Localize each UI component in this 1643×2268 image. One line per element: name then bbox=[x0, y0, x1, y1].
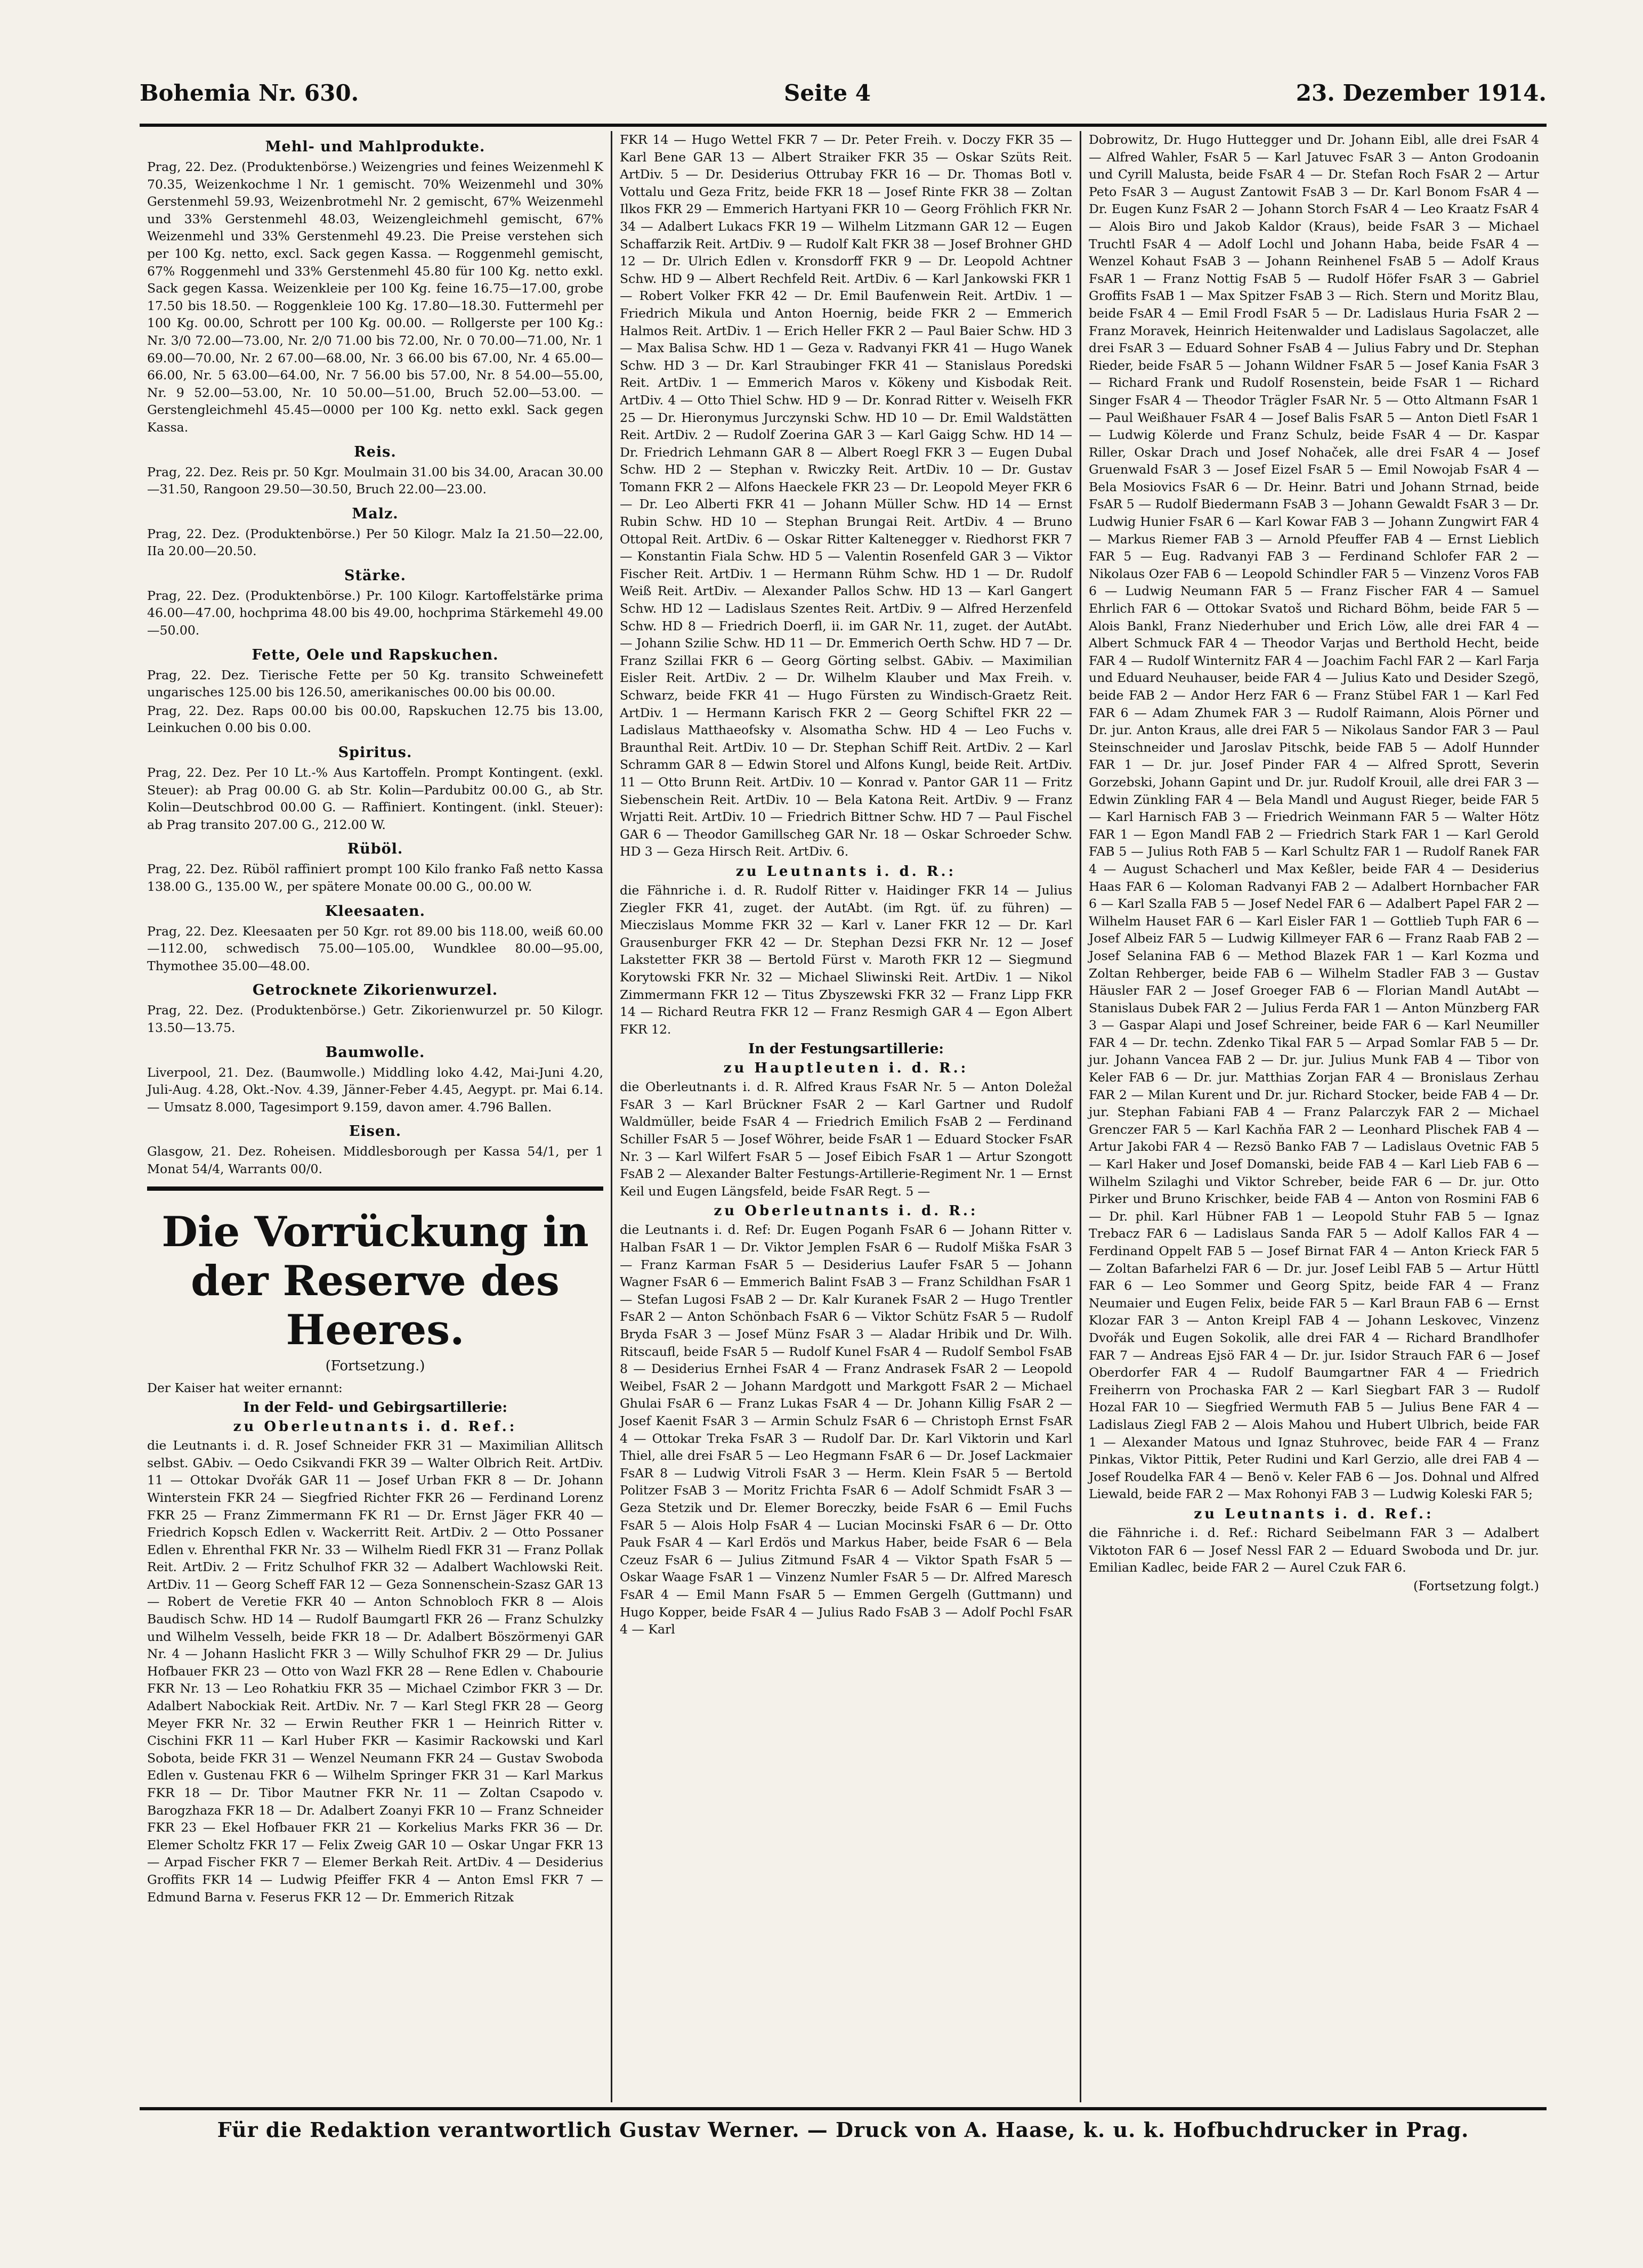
promotion-list-2: FKR 14 — Hugo Wettel FKR 7 — Dr. Peter Freih. v. Doczy FKR 35 — Karl Bene GAR 13 — Albert Straiker FKR 35 — Oskar Szüts Reit. ArtDiv. 5 — Dr. Desiderius Ottrubay FKR 16 — Dr. Thomas Botl v. Vottalu und Geza Fritz, beide FKR 18 — Josef Rinte FKR 38 — Zoltan Ilkos FKR 29 — Emmerich Hartyani FKR 10 — Georg Fröhlich FKR Nr. 34 — Adalbert Lukacs FKR 19 — Wilhelm Litzmann GAR 12 — Eugen Schaffarzik Reit. ArtDiv. 9 — Rudolf Kalt FKR 38 — Josef Brohner GHD 12 — Dr. Ulrich Edlen v. Kronsdorff FKR 9 — Dr. Leopold Achtner Schw. HD 9 — Albert Rechfeld Reit. ArtDiv. 6 — Karl Jankowski FKR 1 — Robert Volker FKR 42 — Dr. Emil Baufenwein Reit. ArtDiv. 1 — Friedrich Mikula und Anton Hoernig, beide FKR 2 — Emmerich Halmos Reit. ArtDiv. 1 — Erich Heller FKR 2 — Paul Baier Schw. HD 3 — Max Balisa Schw. HD 1 — Geza v. Radvanyi FKR 41 — Hugo Wanek Schw. HD 3 — Dr. Karl Straubinger FKR 41 — Stanislaus Poredski Reit. ArtDiv. 1 — Emmerich Maros v. Kökeny und Kisbodak Reit. ArtDiv. 4 — Otto Thiel Schw. HD 9 — Dr. Konrad Ritter v. Weiselh FKR 25 — Dr. Hieronymus Jurczynski Schw. HD 10 — Dr. Emil Waldstätten Reit. ArtDiv. 2 — Rudolf Zoerina GAR 3 — Karl Gaigg Schw. HD 14 — Dr. Friedrich Lehmann GAR 8 — Albert Roegl FKR 3 — Eugen Dubal Schw. HD 2 — Stephan v. Rwiczky Reit. ArtDiv. 10 — Dr. Gustav Tomann FKR 2 — Alfons Haeckele FKR 23 — Dr. Leopold Meyer FKR 6 — Dr. Leo Alberti FKR 41 — Johann Müller Schw. HD 14 — Ernst Rubin Schw. HD 10 — Stephan Brungai Reit. ArtDiv. 4 — Bruno Ottopal Reit. ArtDiv. 6 — Oskar Ritter Kaltenegger v. Riedhorst FKR 7 — Konstantin Fiala Schw. HD 5 — Valentin Rosenfeld GAR 3 — Viktor Fischer Reit. ArtDiv. 1 — Hermann Rühm Schw. HD 1 — Dr. Rudolf Weiß Reit. ArtDiv. — Alexander Pallos Schw. HD 13 — Karl Gangert Schw. HD 12 — Ladislaus Szentes Reit. ArtDiv. 9 — Alfred Herzenfeld Schw. HD 8 — Friedrich Doerfl, ii. im GAR Nr. 11, zuget. der AutAbt. — Johann Szilie Schw. HD 11 — Dr. Emmerich Oerth Schw. HD 7 — Dr. Franz Szillai FKR 6 — Georg Görting selbst. GAbiv. — Maximilian Eisler Reit. ArtDiv. 2 — Dr. Wilhelm Klauber und Max Freih. v. Schwarz, beide FKR 41 — Hugo Fürsten zu Windisch-Graetz Reit. ArtDiv. 1 — Hermann Karisch FKR 2 — Georg Schiftel FKR 22 — Ladislaus Matthaeofsky v. Alsomatha Schw. HD 4 — Leo Fuchs v. Braunthal Reit. ArtDiv. 10 — Dr. Stephan Schiff Reit. ArtDiv. 2 — Karl Schramm GAR 8 — Edwin Storel und Alfons Kungl, beide Reit. ArtDiv. 11 — Otto Brunn Reit. ArtDiv. 10 — Konrad v. Pantor GAR 11 — Fritz Siebenschein Reit. ArtDiv. 10 — Bela Katona Reit. ArtDiv. 9 — Franz Wrjatti Reit. ArtDiv. 10 — Friedrich Bittner Schw. HD 7 — Paul Fischel GAR 6 — Theodor Gamillscheg GAR Nr. 18 — Oskar Schroeder Schw. HD 3 — Geza Hirsch Reit. ArtDiv. 6. bbox=[620, 132, 1072, 859]
promotion-list-6: Dobrowitz, Dr. Hugo Huttegger und Dr. Johann Eibl, alle drei FsAR 4 — Alfred Wahler, FsAR 5 — Karl Jatuvec FsAR 3 — Anton Grodoanin und Cyrill Malusta, beide FsAR 4 — Dr. Stefan Roch FsAR 2 — Artur Peto FsAR 3 — August Zantowit FsAB 3 — Dr. Karl Bonom FsAR 4 — Dr. Eugen Kunz FsAR 2 — Johann Storch FsAR 4 — Leo Kraatz FsAR 4 — Alois Biro und Jakob Kaldor (Kraus), beide FsAR 3 — Michael Truchtl FsAR 4 — Adolf Lochl und Johann Haba, beide FsAR 4 — Wenzel Kohaut FsAB 3 — Johann Reinhenel FsAB 5 — Adolf Kraus FsAR 1 — Franz Nottig FsAB 5 — Rudolf Höfer FsAR 3 — Gabriel Groffits FsAB 1 — Max Spitzer FsAB 3 — Rich. Stern und Moritz Blau, beide FsAR 4 — Emil Frodl FsAR 5 — Dr. Ladislaus Huria FsAR 2 — Franz Moravek, Heinrich Heitenwalder und Ladislaus Sagolaczet, alle drei FsAR 3 — Eduard Sohner FsAB 4 — Julius Fabry und Dr. Stephan Rieder, beide FsAR 5 — Johann Wildner FsAR 5 — Josef Kania FsAR 3 — Richard Frank und Rudolf Rosenstein, beide FsAR 1 — Richard Singer FsAR 4 — Theodor Trägler FsAR Nr. 5 — Otto Altmann FsAR 1 — Paul Weißhauer FsAR 4 — Josef Balis FsAR 5 — Anton Dietl FsAR 1 — Ludwig Kölerde und Franz Schulz, beide FsAR 4 — Dr. Kaspar Riller, Oskar Drach und Josef Nohaček, alle drei FsAR 4 — Josef Gruenwald FsAR 3 — Josef Eizel FsAR 5 — Emil Nowojab FsAR 4 — Bela Mosiovics FsAR 6 — Dr. Heinr. Batri und Johann Strnad, beide FsAR 5 — Rudolf Biedermann FsAB 3 — Johann Gewaldt FsAR 3 — Dr. Ludwig Hunier FsAR 6 — Karl Kowar FAB 3 — Johann Zungwirt FAR 4 — Markus Riemer FAB 3 — Arnold Pfeuffer FAB 4 — Ernst Lieblich FAR 5 — Eug. Radvanyi FAB 3 — Ferdinand Schlofer FAR 2 — Nikolaus Ozer FAB 6 — Leopold Schindler FAR 5 — Vinzenz Voros FAB 6 — Ludwig Neumann FAR 5 — Franz Fischer FAR 4 — Samuel Ehrlich FAR 6 — Ottokar Svatoš und Richard Böhm, beide FAR 5 — Alois Bankl, Franz Niederhuber und Erich Löw, alle drei FAR 4 — Albert Schmuck FAR 4 — Theodor Varjas und Berthold Hecht, beide FAR 4 — Rudolf Winternitz FAR 4 — Joachim Fachl FAR 2 — Karl Farja und Eduard Neuhauser, beide FAR 4 — Julius Kato und Desider Szegö, beide FAB 2 — Andor Herz FAR 6 — Franz Stübel FAR 1 — Karl Fed FAR 6 — Adam Zhumek FAR 3 — Rudolf Raimann, Alois Pörner und Dr. jur. Anton Kraus, alle drei FAR 5 — Nikolaus Sandor FAR 3 — Paul Steinschneider und Jaroslav Pitschk, beide FAB 5 — Adolf Hunnder FAR 1 — Dr. jur. Josef Pinder FAR 4 — Alfred Sprott, Severin Gorzebski, Johann Gapint und Dr. jur. Rudolf Krouil, alle drei FAR 3 — Edwin Zünkling FAR 4 — Bela Mandl und August Rieger, beide FAR 5 — Karl Harnisch FAB 3 — Friedrich Weinmann FAR 5 — Walter Hötz FAR 1 — Egon Mandl FAB 2 — Friedrich Stark FAR 1 — Karl Gerold FAB 5 — Julius Roth FAB 5 — Karl Schultz FAR 1 — Rudolf Ranek FAR 4 — August Schacherl und Max Keßler, beide FAR 4 — Desiderius Haas FAR 6 — Koloman Radvanyi FAB 2 — Adalbert Hornbacher FAR 6 — Karl Szalla FAB 5 — Josef Nedel FAR 6 — Adalbert Papel FAR 2 — Wilhelm Hauset FAR 6 — Karl Eisler FAR 1 — Gottlieb Tuph FAR 6 — Josef Albeiz FAR 5 — Ludwig Killmeyer FAR 6 — Franz Raab FAB 2 — Josef Selanina FAB 6 — Method Blazek FAR 1 — Karl Kozma und Zoltan Rehberger, beide FAB 6 — Wilhelm Stadler FAB 3 — Gustav Häusler FAR 2 — Josef Groeger FAB 6 — Florian Mandl AutAbt — Stanislaus Dubek FAR 2 — Julius Ferda FAR 1 — Anton Münzberg FAR 3 — Gaspar Alapi und Josef Schreiner, beide FAR 6 — Karl Neumiller FAR 4 — Dr. techn. Zdenko Tikal FAR 5 — Arpad Somlar FAB 5 — Dr. jur. Johann Vancea FAB 2 — Dr. jur. Julius Munk FAB 4 — Tibor von Keler FAB 6 — Dr. jur. Matthias Zorjan FAR 4 — Bronislaus Zerhau FAR 2 — Milan Kurent und Dr. jur. Richard Stocker, beide FAB 4 — Dr. jur. Stephan Fabiani FAB 4 — Franz Palarczyk FAR 2 — Michael Grenczer FAR 5 — Karl Kachňa FAR 2 — Leonhard Plischek FAB 4 — Artur Jakobi FAR 4 — Rezsö Banko FAB 7 — Ladislaus Ovetnic FAB 5 — Karl Haker und Josef Domanski, beide FAB 4 — Karl Lieb FAB 6 — Wilhelm Szilaghi und Viktor Schreber, beide FAR 6 — Dr. jur. Otto Pirker und Bruno Krischker, beide FAB 4 — Anton von Rosmini FAB 6 — Dr. phil. Karl Hübner FAB 1 — Leopold Stuhr FAB 5 — Ignaz Trebacz FAR 6 — Ladislaus Sanda FAR 5 — Adolf Kallos FAR 4 — Ferdinand Oppelt FAB 5 — Josef Birnat FAR 4 — Anton Krieck FAR 5 — Zoltan Bafarhelzi FAR 6 — Dr. jur. Josef Leibl FAB 5 — Artur Hüttl FAR 6 — Leo Sommer und Georg Spitz, beide FAR 4 — Franz Neumaier und Eugen Felix, beide FAR 5 — Karl Braun FAB 6 — Ernst Klozar FAR 3 — Anton Kreipl FAB 4 — Johann Leskovec, Vinzenz Dvořák und Eugen Sokolik, alle drei FAR 4 — Richard Brandlhofer FAR 7 — Andreas Ejsö FAR 4 — Dr. jur. Isidor Strauch FAR 6 — Josef Oberdorfer FAR 4 — Rudolf Baumgartner FAR 4 — Friedrich Freiherrn von Prochaska FAR 2 — Karl Siegbart FAR 3 — Rudolf Hozal FAR 10 — Siegfried Wermuth FAB 5 — Julius Bene FAR 4 — Ladislaus Ziegl FAB 2 — Alois Mahou und Hubert Ulbrich, beide FAR 1 — Alexander Matous und Ignaz Stuhrovec, beide FAR 4 — Franz Pinkas, Viktor Pittik, Peter Rudini und Karl Gerzio, alle drei FAB 4 — Josef Roudelka FAR 4 — Benö v. Keler FAB 6 — Jos. Dohnal und Alfred Liewald, beide FAR 2 — Max Rohonyi FAB 3 — Ludwig Koleski FAR 5; bbox=[1089, 132, 1539, 1502]
promotion-list-4: die Oberleutnants i. d. R. Alfred Kraus FsAR Nr. 5 — Anton Doležal FsAR 3 — Karl Brückner FsAR 2 — Karl Gartner und Rudolf Waldmüller, beide FsAR 4 — Friedrich Emilich FsAB 2 — Ferdinand Schiller FsAR 5 — Josef Wöhrer, beide FsAR 1 — Eduard Stocker FsAR Nr. 3 — Karl Wilfert FsAR 5 — Josef Eibich FsAR 1 — Artur Szongott FsAB 2 — Alexander Balter Festungs-Artillerie-Regiment Nr. 1 — Ernst Keil und Eugen Längsfeld, beide FsAR Regt. 5 — bbox=[620, 1079, 1072, 1199]
header-page-number: Seite 4 bbox=[784, 80, 871, 106]
article-intro: Der Kaiser hat weiter ernannt: bbox=[147, 1380, 343, 1395]
article-headline: Die Vorrückung in der Reserve des Heeres. bbox=[161, 1207, 589, 1354]
market-report-raps: Prag, 22. Dez. Raps 00.00 bis 00.00, Rapskuchen 12.75 bis 13.00, Leinkuchen 0.00 bis 0.00. bbox=[147, 703, 603, 736]
section-title-baumwolle: Baumwolle. bbox=[325, 1044, 425, 1061]
subhead-leutnants-2: zu Leutnants i. d. Ref.: bbox=[1194, 1506, 1434, 1522]
article-continuation-note: (Fortsetzung.) bbox=[325, 1357, 425, 1374]
market-report-reis: Prag, 22. Dez. Reis pr. 50 Kgr. Moulmain 31.00 bis 34.00, Aracan 30.00—31.50, Rangoon 29.50—30.50, Bruch 22.00—23.00. bbox=[147, 464, 603, 497]
column-2 bbox=[611, 131, 1080, 2102]
section-title-rueboel: Rüböl. bbox=[347, 841, 403, 858]
section-title-staerke: Stärke. bbox=[344, 567, 406, 584]
promotion-list-3: die Fähnriche i. d. R. Rudolf Ritter v. Haidinger FKR 14 — Julius Ziegler FKR 41, zuget. der AutAbt. (im Rgt. üf. zu führen) — Mieczislaus Momme FKR 32 — Karl v. Laner FKR 12 — Dr. Karl Grausenburger FKR 42 — Dr. Stephan Dezsi FKR Nr. 12 — Josef Lakstetter FKR 38 — Bertold Fürst v. Maroth FKR 12 — Siegmund Korytowski FKR Nr. 32 — Michael Sliwinski Reit. ArtDiv. 1 — Nikol Zimmermann FKR 12 — Titus Zbyszewski FKR 32 — Franz Lipp FKR 14 — Richard Reutra FKR 12 — Franz Resmigh GAR 4 — Egon Albert FKR 12. bbox=[620, 882, 1072, 1037]
market-report-mehl: Prag, 22. Dez. (Produktenbörse.) Weizengries und feines Weizenmehl K 70.35, Weizenkochme l Nr. 1 gemischt. 70% Weizenmehl und 30% Gerstenmehl 59.93, Weizenbrotmehl Nr. 2 gemischt, 67% Weizenmehl und 33% Gerstenmehl 48.03, Weizengleichmehl gemischt, 67% Weizenmehl und 33% Gerstenmehl 49.23. Die Preise verstehen sich per 100 Kg. netto, excl. Sack gegen Kassa. — Roggenmehl gemischt, 67% Roggenmehl und 33% Gerstenmehl 45.80 für 100 Kg. netto exkl. Sack gegen Kassa. Weizenkleie per 100 Kg. feine 16.75—17.00, grobe 17.50 bis 18.50. — Roggenkleie 100 Kg. 17.80—18.30. Futtermehl per 100 Kg. 00.00, Schrott per 100 Kg. 00.00. — Rollgerste per 100 Kg.: Nr. 3/0 72.00—73.00, Nr. 2/0 71.00 bis 72.00, Nr. 0 70.00—71.00, Nr. 1 69.00—70.00, Nr. 2 67.00—68.00, Nr. 3 66.00 bis 67.00, Nr. 4 65.00—66.00, Nr. 5 63.00—64.00, Nr. 7 56.00 bis 57.00, Nr. 8 54.00—55.00, Nr. 9 52.00—53.00, Nr. 10 50.00—51.00, Bruch 52.00—53.00. — Gerstengleichmehl 45.45—0000 per 100 Kg. netto exkl. Sack gegen Kassa. bbox=[147, 159, 603, 435]
continued-note: (Fortsetzung folgt.) bbox=[1413, 1578, 1539, 1594]
section-title-spiritus: Spiritus. bbox=[338, 744, 412, 761]
market-report-fette: Prag, 22. Dez. Tierische Fette per 50 Kg. transito Schweinefett ungarisches 125.00 bis 126.50, amerikanisches 00.00 bis 00.00. bbox=[147, 667, 603, 700]
header-rule bbox=[140, 124, 1547, 127]
promotion-list-5: die Leutnants i. d. Ref: Dr. Eugen Poganh FsAR 6 — Johann Ritter v. Halban FsAR 1 — Dr. Viktor Jemplen FsAR 6 — Rudolf Miška FsAR 3 — Franz Karman FsAR 5 — Desiderius Laufer FsAR 5 — Johann Wagner FsAR 6 — Emmerich Balint FsAB 3 — Franz Schildhan FsAR 1 — Stefan Lugosi FsAB 2 — Dr. Kalr Kuranek FsAR 2 — Hugo Trentler FsAR 2 — Anton Schönbach FsAR 6 — Viktor Schütz FsAR 5 — Rudolf Bryda FsAR 3 — Josef Münz FsAR 3 — Aladar Hribik und Dr. Wilh. Ritscaufl, beide FsAR 5 — Rudolf Kunel FsAR 4 — Rudolf Sembol FsAB 8 — Desiderius Ernhei FsAR 4 — Franz Andrasek FsAR 2 — Leopold Weibel, FsAR 2 — Johann Mardgott und Markgott FsAR 2 — Michael Ghulai FsAR 6 — Franz Lukas FsAR 4 — Dr. Johann Killig FsAR 2 — Josef Kaenit FsAR 3 — Armin Schulz FsAR 6 — Christoph Ernst FsAR 4 — Ottokar Treka FsAR 3 — Rudolf Dar. Dr. Karl Viktorin und Karl Thiel, alle drei FsAR 5 — Leo Hegmann FsAR 6 — Dr. Josef Lackmaier FsAR 8 — Ludwig Vitroli FsAR 3 — Herm. Klein FsAR 5 — Bertold Politzer FsAB 3 — Moritz Frichta FsAR 6 — Adolf Schmidt FsAR 3 — Geza Stetzik und Dr. Elemer Boreczky, beide FsAR 6 — Emil Fuchs FsAR 5 — Alois Holp FsAR 4 — Lucian Mocinski FsAR 6 — Dr. Otto Pauk FsAR 4 — Karl Erdös und Markus Haber, beide FsAR 6 — Bela Czeuz FsAR 6 — Julius Zitmund FsAR 4 — Viktor Spath FsAR 5 — Oskar Waage FsAR 1 — Vinzenz Numler FsAR 5 — Dr. Alfred Maresch FsAR 4 — Emil Mann FsAR 5 — Emmen Gergelh (Guttmann) und Hugo Kopper, beide FsAR 4 — Julius Rado FsAB 3 — Adolf Pochl FsAR 4 — Karl bbox=[620, 1222, 1072, 1637]
subhead-hauptleuten: zu Hauptleuten i. d. R.: bbox=[723, 1060, 969, 1077]
section-title-fette: Fette, Oele und Rapskuchen. bbox=[252, 646, 499, 663]
section-title-eisen: Eisen. bbox=[349, 1123, 402, 1140]
market-report-rueboel: Prag, 22. Dez. Rüböl raffiniert prompt 100 Kilo franko Faß netto Kassa 138.00 G., 135.00 W., per spätere Monate 00.00 G., 00.00 W. bbox=[147, 861, 603, 894]
market-report-spiritus: Prag, 22. Dez. Per 10 Lt.-% Aus Kartoffeln. Prompt Kontingent. (exkl. Steuer): ab Prag 00.00 G. ab Str. Kolin—Pardubitz 00.00 G., ab Str. Kolin—Deutschbrod 00.00 G. — Raffiniert. Kontingent. (inkl. Steuer): ab Prag transito 207.00 G., 212.00 W. bbox=[147, 765, 603, 832]
page-header bbox=[140, 80, 1547, 117]
section-title-mehl: Mehl- und Mahlprodukte. bbox=[265, 139, 485, 155]
subhead-feldartillerie: In der Feld- und Gebirgsartillerie: bbox=[243, 1400, 507, 1416]
header-date: 23. Dezember 1914. bbox=[1296, 80, 1547, 106]
section-title-zikorie: Getrocknete Zikorienwurzel. bbox=[252, 982, 498, 999]
header-issue: Bohemia Nr. 630. bbox=[140, 80, 359, 106]
promotion-list-1: die Leutnants i. d. R. Josef Schneider FKR 31 — Maximilian Allitsch selbst. GAbiv. — Oedo Csikvandi FKR 39 — Walter Olbrich Reit. ArtDiv. 11 — Ottokar Dvořák GAR 11 — Josef Urban FKR 8 — Dr. Johann Winterstein FKR 24 — Siegfried Richter FKR 26 — Ferdinand Lorenz FKR 25 — Franz Zimmermann FK R1 — Dr. Ernst Jäger FKR 40 — Friedrich Kopsch Edlen v. Wackerritt Reit. ArtDiv. 2 — Otto Possaner Edlen v. Ehrenthal FKR Nr. 33 — Wilhelm Riedl FKR 31 — Franz Pollak Reit. ArtDiv. 2 — Fritz Schulhof FKR 32 — Adalbert Wachlowski Reit. ArtDiv. 11 — Georg Scheff FAR 12 — Geza Sonnenschein-Szasz GAR 13 — Robert de Veretie FKR 40 — Anton Schnobloch FKR 8 — Alois Baudisch Schw. HD 14 — Rudolf Baumgartl FKR 26 — Franz Schulzky und Wilhelm Vesselh, beide FKR 18 — Dr. Adalbert Böszörmenyi GAR Nr. 4 — Johann Haslicht FKR 3 — Willy Schulhof FKR 29 — Dr. Julius Hofbauer FKR 23 — Otto von Wazl FKR 28 — Rene Edlen v. Chabourie FKR Nr. 13 — Leo Rohatkiu FKR 35 — Michael Czimbor FKR 3 — Dr. Adalbert Nabockiak Reit. ArtDiv. Nr. 7 — Karl Stegl FKR 28 — Georg Meyer FKR Nr. 32 — Erwin Reuther FKR 1 — Heinrich Ritter v. Cischini FKR 11 — Karl Huber FKR — Kasimir Rackowski und Karl Sobota, beide FKR 31 — Wenzel Neumann FKR 24 — Gustav Swoboda Edlen v. Gustenau FKR 6 — Wilhelm Springer FKR 31 — Karl Markus FKR 18 — Dr. Tibor Mautner FKR Nr. 11 — Zoltan Csapodo v. Barogzhaza FKR 18 — Dr. Adalbert Zoanyi FKR 10 — Franz Schneider FKR 23 — Ekel Hofbauer FKR 21 — Korkelius Marks FKR 36 — Dr. Elemer Scholtz FKR 17 — Felix Zweig GAR 10 — Oskar Ungar FKR 13 — Arpad Fischer FKR 7 — Elemer Berkah Reit. ArtDiv. 4 — Desiderius Groffits FKR 14 — Ludwig Pfeiffer FKR 4 — Anton Emsl FKR 7 — Edmund Barna v. Feserus FKR 12 — Dr. Emmerich Ritzak bbox=[147, 1438, 603, 1905]
market-report-zikorie: Prag, 22. Dez. (Produktenbörse.) Getr. Zikorienwurzel pr. 50 Kilogr. 13.50—13.75. bbox=[147, 1003, 603, 1035]
page-footer-imprint: Für die Redaktion verantwortlich Gustav Werner. — Druck von A. Haase, k. u. k. Hofbuchdrucker in Prag. bbox=[217, 2118, 1469, 2142]
market-report-malz: Prag, 22. Dez. (Produktenbörse.) Per 50 Kilogr. Malz Ia 21.50—22.00, IIa 20.00—20.50. bbox=[147, 526, 603, 559]
section-title-malz: Malz. bbox=[352, 505, 399, 522]
columns bbox=[140, 131, 1547, 2102]
column-1 bbox=[140, 131, 611, 2102]
market-report-baumwolle: Liverpool, 21. Dez. (Baumwolle.) Middling loko 4.42, Mai-Juni 4.20, Juli-Aug. 4.28, Okt.-Nov. 4.39, Jänner-Feber 4.45, Aegypt. pr. Mai 6.14. — Umsatz 8.000, Tagesimport 9.159, davon amer. 4.796 Ballen. bbox=[147, 1064, 603, 1115]
subhead-oberleutnants: zu Oberleutnants i. d. Ref.: bbox=[233, 1419, 517, 1435]
market-report-eisen: Glasgow, 21. Dez. Roheisen. Middlesborough per Kassa 54/1, per 1 Monat 54/4, Warrants 00/0. bbox=[147, 1144, 603, 1176]
subhead-leutnants: zu Leutnants i. d. R.: bbox=[735, 863, 957, 880]
article-divider bbox=[147, 1186, 603, 1191]
market-report-kleesaaten: Prag, 22. Dez. Kleesaaten per 50 Kgr. rot 89.00 bis 118.00, weiß 60.00—112.00, schwedisch 75.00—105.00, Wundklee 80.00—95.00, Thymothee 35.00—48.00. bbox=[147, 923, 603, 973]
market-report-staerke: Prag, 22. Dez. (Produktenbörse.) Pr. 100 Kilogr. Kartoffelstärke prima 46.00—47.00, hochprima 48.00 bis 49.00, hochprima Stärkemehl 49.00—50.00. bbox=[147, 588, 603, 638]
subhead-festungsartillerie: In der Festungsartillerie: bbox=[748, 1041, 944, 1058]
promotion-list-7: die Fähnriche i. d. Ref.: Richard Seibelmann FAR 3 — Adalbert Viktoton FAR 6 — Josef Nessl FAR 2 — Eduard Swoboda und Dr. jur. Emilian Kadlec, beide FAR 2 — Aurel Czuk FAR 6. bbox=[1089, 1525, 1539, 1575]
section-title-reis: Reis. bbox=[354, 443, 396, 460]
column-3 bbox=[1080, 131, 1547, 2102]
subhead-oberleutnants-2: zu Oberleutnants i. d. R.: bbox=[714, 1203, 978, 1220]
footer-rule bbox=[140, 2107, 1547, 2110]
section-title-kleesaaten: Kleesaaten. bbox=[325, 903, 425, 920]
